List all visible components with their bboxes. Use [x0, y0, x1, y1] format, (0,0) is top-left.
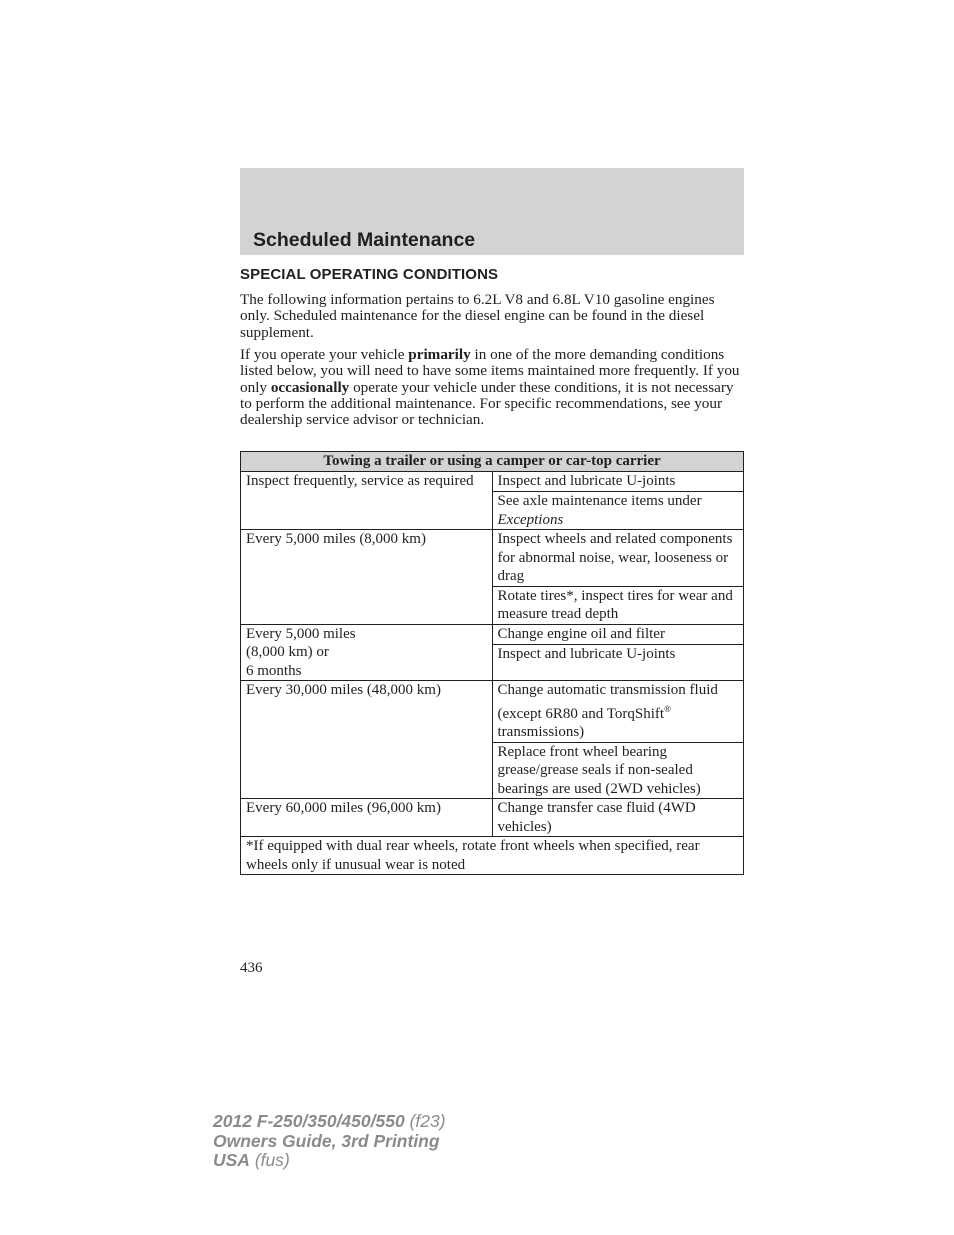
task-cell: Change transfer case fluid (4WD vehicles) — [492, 799, 744, 837]
conditions-paragraph — [240, 347, 744, 428]
interval-line: 6 months — [246, 662, 302, 679]
table-row — [241, 681, 744, 743]
task-text: Change automatic transmission fluid (except 6R80 and TorqShift — [497, 682, 718, 722]
paragraph-text: operate your vehicle under these conditions, it is not necessary to perform the additional maintenance. For specific recommendations, see your dealership service advisor or technician. — [240, 378, 734, 429]
intro-paragraph: The following information pertains to 6.2L V8 and 6.8L V10 gasoline engines only. Scheduled maintenance for the diesel engine can be found in the diesel supplement. — [240, 291, 715, 341]
task-cell — [492, 492, 744, 530]
paragraph-text: in one of the more demanding conditions listed below, you will need to have some items maintained more frequently. If you only — [240, 346, 740, 396]
emphasis-occasionally: occasionally — [270, 378, 350, 396]
footer-model: 2012 F-250/350/450/550 — [213, 1111, 405, 1131]
interval-cell: Every 60,000 miles (96,000 km) — [241, 799, 493, 837]
section-heading: SPECIAL OPERATING CONDITIONS — [240, 266, 499, 283]
page-number: 436 — [240, 960, 263, 976]
document-footer — [213, 1112, 446, 1171]
interval-line: (8,000 km) or — [246, 644, 329, 660]
footnote-cell: *If equipped with dual rear wheels, rotate front wheels when specified, rear wheels only if unusual wear is noted — [241, 837, 744, 875]
table-row — [241, 837, 744, 875]
maintenance-table — [240, 451, 744, 875]
interval-line: Every 5,000 miles — [246, 625, 356, 642]
task-cell: Change engine oil and filter — [492, 624, 744, 644]
task-cell: Rotate tires*, inspect tires for wear and measure tread depth — [492, 586, 744, 624]
table-row — [241, 530, 744, 587]
paragraph-text: If you operate your vehicle — [240, 346, 409, 363]
task-cell: Inspect wheels and related components for abnormal noise, wear, looseness or drag — [492, 530, 744, 587]
task-text: See axle maintenance items under — [497, 493, 702, 509]
table-row — [241, 799, 744, 837]
interval-cell: Every 30,000 miles (48,000 km) — [241, 681, 493, 799]
interval-cell: Inspect frequently, service as required — [241, 472, 493, 530]
footer-code: (f23) — [404, 1111, 446, 1131]
task-text: transmissions) — [497, 724, 585, 740]
table-row — [241, 472, 744, 492]
footer-line: Owners Guide, 3rd Printing — [213, 1130, 440, 1151]
page-title: Scheduled Maintenance — [253, 229, 476, 251]
task-cell: Replace front wheel bearing grease/grease seals if non-sealed bearings are used (2WD vehicles) — [492, 742, 744, 799]
task-cell: Inspect and lubricate U-joints — [492, 644, 744, 681]
emphasis-primarily: primarily — [408, 346, 471, 363]
footer-line — [213, 1112, 446, 1132]
exceptions-reference: Exceptions — [497, 511, 564, 528]
section-header-band — [240, 168, 744, 255]
footer-market-code: (fus) — [249, 1150, 290, 1170]
footer-line — [213, 1151, 446, 1171]
interval-cell: Every 5,000 miles (8,000 km) — [241, 530, 493, 625]
task-cell — [492, 681, 744, 743]
footer-market: USA — [213, 1150, 250, 1170]
table-header-row — [241, 452, 744, 472]
table-header: Towing a trailer or using a camper or car-top carrier — [241, 452, 744, 472]
table-row — [241, 624, 744, 644]
task-cell: Inspect and lubricate U-joints — [492, 472, 744, 492]
interval-cell — [241, 624, 493, 681]
registered-mark: ® — [664, 703, 671, 714]
